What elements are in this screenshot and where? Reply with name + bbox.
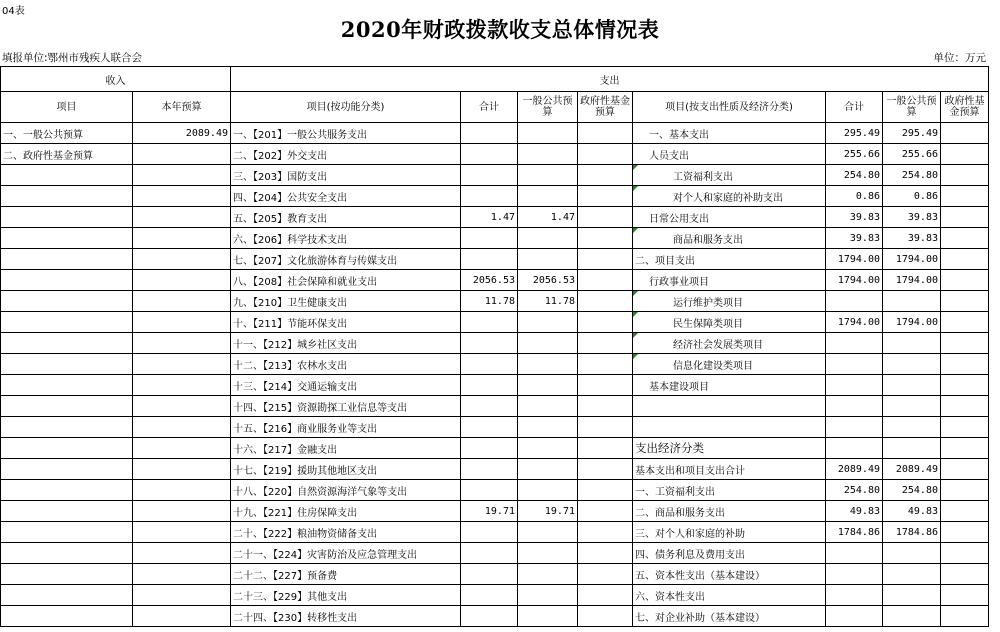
econ-total-cell: 39.83 bbox=[826, 207, 883, 228]
func-total-cell bbox=[461, 249, 518, 270]
income-item-cell bbox=[1, 249, 133, 270]
table-row bbox=[1, 354, 989, 375]
table-row bbox=[1, 291, 989, 312]
econ-item-cell: 六、资本性支出 bbox=[633, 585, 826, 606]
econ-general-cell bbox=[883, 438, 941, 459]
income-budget-cell bbox=[133, 165, 231, 186]
income-item-cell bbox=[1, 333, 133, 354]
income-budget-cell bbox=[133, 459, 231, 480]
econ-fund-cell bbox=[941, 375, 989, 396]
table-row bbox=[1, 396, 989, 417]
econ-total-cell: 39.83 bbox=[826, 228, 883, 249]
econ-fund-cell bbox=[941, 291, 989, 312]
func-general-header: 一般公共预算 bbox=[518, 92, 578, 123]
econ-general-cell bbox=[883, 585, 941, 606]
econ-item-cell: 二、项目支出 bbox=[633, 249, 826, 270]
econ-item-cell: 日常公用支出 bbox=[633, 207, 826, 228]
income-item-cell bbox=[1, 585, 133, 606]
func-general-cell bbox=[518, 144, 578, 165]
func-general-cell: 2056.53 bbox=[518, 270, 578, 291]
econ-total-cell bbox=[826, 585, 883, 606]
func-general-cell bbox=[518, 186, 578, 207]
func-general-cell bbox=[518, 522, 578, 543]
func-general-cell bbox=[518, 543, 578, 564]
func-total-cell bbox=[461, 144, 518, 165]
econ-fund-cell bbox=[941, 207, 989, 228]
income-budget-cell bbox=[133, 312, 231, 333]
table-row bbox=[1, 165, 989, 186]
econ-item-cell: 支出经济分类 bbox=[633, 438, 826, 459]
income-budget-cell bbox=[133, 333, 231, 354]
func-general-cell bbox=[518, 354, 578, 375]
econ-fund-cell bbox=[941, 144, 989, 165]
econ-total-cell bbox=[826, 291, 883, 312]
func-item-cell: 一、【201】一般公共服务支出 bbox=[231, 123, 461, 144]
econ-general-cell: 254.80 bbox=[883, 480, 941, 501]
income-item-cell bbox=[1, 228, 133, 249]
table-row bbox=[1, 375, 989, 396]
econ-general-cell: 1794.00 bbox=[883, 312, 941, 333]
econ-item-cell: 三、对个人和家庭的补助 bbox=[633, 522, 826, 543]
income-budget-cell bbox=[133, 249, 231, 270]
func-general-cell bbox=[518, 228, 578, 249]
income-budget-cell bbox=[133, 438, 231, 459]
econ-general-cell bbox=[883, 543, 941, 564]
econ-fund-cell bbox=[941, 165, 989, 186]
func-item-cell: 二十四、【230】转移性支出 bbox=[231, 606, 461, 627]
econ-fund-cell bbox=[941, 228, 989, 249]
income-item-cell bbox=[1, 438, 133, 459]
func-fund-cell bbox=[578, 291, 633, 312]
report-unit: 填报单位:鄂州市残疾人联合会 bbox=[2, 52, 143, 64]
econ-fund-cell bbox=[941, 606, 989, 627]
econ-total-cell: 1794.00 bbox=[826, 312, 883, 333]
econ-item-cell: 信息化建设类项目 bbox=[633, 354, 826, 375]
econ-general-cell bbox=[883, 291, 941, 312]
econ-general-cell bbox=[883, 375, 941, 396]
econ-fund-cell bbox=[941, 270, 989, 291]
func-total-cell bbox=[461, 417, 518, 438]
func-fund-cell bbox=[578, 417, 633, 438]
econ-total-cell bbox=[826, 333, 883, 354]
currency-unit: 单位：万元 bbox=[933, 52, 986, 64]
income-item-cell bbox=[1, 543, 133, 564]
econ-item-cell: 一、基本支出 bbox=[633, 123, 826, 144]
table-row bbox=[1, 606, 989, 627]
income-item-cell: 二、政府性基金预算 bbox=[1, 144, 133, 165]
econ-general-cell bbox=[883, 564, 941, 585]
func-item-cell: 二十、【222】粮油物资储备支出 bbox=[231, 522, 461, 543]
income-item-cell bbox=[1, 480, 133, 501]
econ-general-cell: 39.83 bbox=[883, 207, 941, 228]
income-budget-cell bbox=[133, 396, 231, 417]
econ-item-cell bbox=[633, 417, 826, 438]
table-row bbox=[1, 501, 989, 522]
econ-item-cell: 四、债务利息及费用支出 bbox=[633, 543, 826, 564]
income-item-cell bbox=[1, 186, 133, 207]
econ-total-cell bbox=[826, 543, 883, 564]
expense-header: 支出 bbox=[231, 67, 989, 92]
func-fund-cell bbox=[578, 396, 633, 417]
func-general-cell bbox=[518, 459, 578, 480]
func-item-cell: 四、【204】公共安全支出 bbox=[231, 186, 461, 207]
func-item-cell: 八、【208】社会保障和就业支出 bbox=[231, 270, 461, 291]
func-total-cell: 2056.53 bbox=[461, 270, 518, 291]
econ-item-cell: 商品和服务支出 bbox=[633, 228, 826, 249]
income-item-cell bbox=[1, 270, 133, 291]
income-header: 收入 bbox=[1, 67, 231, 92]
econ-general-cell: 49.83 bbox=[883, 501, 941, 522]
econ-total-header: 合计 bbox=[826, 92, 883, 123]
econ-item-cell: 人员支出 bbox=[633, 144, 826, 165]
income-item-cell bbox=[1, 606, 133, 627]
func-total-cell: 11.78 bbox=[461, 291, 518, 312]
func-fund-cell bbox=[578, 312, 633, 333]
income-budget-cell bbox=[133, 228, 231, 249]
func-total-cell bbox=[461, 228, 518, 249]
func-fund-cell bbox=[578, 186, 633, 207]
func-fund-cell bbox=[578, 144, 633, 165]
econ-item-cell: 运行维护类项目 bbox=[633, 291, 826, 312]
econ-general-cell bbox=[883, 396, 941, 417]
func-fund-header: 政府性基金预算 bbox=[578, 92, 633, 123]
econ-item-header: 项目(按支出性质及经济分类) bbox=[633, 92, 826, 123]
income-budget-cell bbox=[133, 501, 231, 522]
table-row bbox=[1, 228, 989, 249]
income-budget-cell bbox=[133, 480, 231, 501]
econ-general-cell: 255.66 bbox=[883, 144, 941, 165]
econ-total-cell: 1794.00 bbox=[826, 270, 883, 291]
func-fund-cell bbox=[578, 354, 633, 375]
func-item-cell: 十三、【214】交通运输支出 bbox=[231, 375, 461, 396]
income-item-header: 项目 bbox=[1, 92, 133, 123]
econ-total-cell: 254.80 bbox=[826, 165, 883, 186]
econ-general-cell: 295.49 bbox=[883, 123, 941, 144]
budget-table bbox=[0, 66, 989, 627]
econ-fund-cell bbox=[941, 333, 989, 354]
income-item-cell: 一、一般公共预算 bbox=[1, 123, 133, 144]
econ-item-cell: 基本建设项目 bbox=[633, 375, 826, 396]
income-budget-cell bbox=[133, 375, 231, 396]
income-item-cell bbox=[1, 291, 133, 312]
func-total-cell bbox=[461, 606, 518, 627]
income-budget-cell: 2089.49 bbox=[133, 123, 231, 144]
income-budget-cell bbox=[133, 207, 231, 228]
income-budget-cell bbox=[133, 585, 231, 606]
func-total-header: 合计 bbox=[461, 92, 518, 123]
econ-item-cell: 一、工资福利支出 bbox=[633, 480, 826, 501]
func-total-cell bbox=[461, 543, 518, 564]
income-budget-cell bbox=[133, 270, 231, 291]
econ-item-cell: 经济社会发展类项目 bbox=[633, 333, 826, 354]
econ-total-cell: 1794.00 bbox=[826, 249, 883, 270]
func-item-header: 项目(按功能分类) bbox=[231, 92, 461, 123]
econ-total-cell bbox=[826, 606, 883, 627]
income-item-cell bbox=[1, 165, 133, 186]
econ-fund-cell bbox=[941, 396, 989, 417]
table-row bbox=[1, 249, 989, 270]
func-item-cell: 十六、【217】金融支出 bbox=[231, 438, 461, 459]
income-budget-cell bbox=[133, 417, 231, 438]
econ-total-cell: 255.66 bbox=[826, 144, 883, 165]
func-item-cell: 十九、【221】住房保障支出 bbox=[231, 501, 461, 522]
func-item-cell: 七、【207】文化旅游体育与传媒支出 bbox=[231, 249, 461, 270]
func-general-cell bbox=[518, 249, 578, 270]
func-general-cell bbox=[518, 375, 578, 396]
econ-general-cell: 254.80 bbox=[883, 165, 941, 186]
econ-total-cell: 1784.86 bbox=[826, 522, 883, 543]
func-total-cell bbox=[461, 312, 518, 333]
func-fund-cell bbox=[578, 501, 633, 522]
econ-item-cell: 五、资本性支出（基本建设） bbox=[633, 564, 826, 585]
econ-item-cell: 对个人和家庭的补助支出 bbox=[633, 186, 826, 207]
income-budget-header: 本年预算 bbox=[133, 92, 231, 123]
econ-total-cell bbox=[826, 396, 883, 417]
econ-fund-header: 政府性基金预算 bbox=[941, 92, 989, 123]
func-item-cell: 九、【210】卫生健康支出 bbox=[231, 291, 461, 312]
func-fund-cell bbox=[578, 459, 633, 480]
econ-total-cell bbox=[826, 354, 883, 375]
econ-fund-cell bbox=[941, 312, 989, 333]
income-budget-cell bbox=[133, 291, 231, 312]
func-item-cell: 五、【205】教育支出 bbox=[231, 207, 461, 228]
econ-fund-cell bbox=[941, 249, 989, 270]
func-total-cell bbox=[461, 123, 518, 144]
func-item-cell: 十一、【212】城乡社区支出 bbox=[231, 333, 461, 354]
func-item-cell: 十七、【219】援助其他地区支出 bbox=[231, 459, 461, 480]
income-budget-cell bbox=[133, 144, 231, 165]
func-total-cell bbox=[461, 480, 518, 501]
econ-fund-cell bbox=[941, 417, 989, 438]
econ-item-cell: 七、对企业补助（基本建设） bbox=[633, 606, 826, 627]
income-item-cell bbox=[1, 396, 133, 417]
func-total-cell bbox=[461, 522, 518, 543]
func-general-cell bbox=[518, 585, 578, 606]
func-item-cell: 二十三、【229】其他支出 bbox=[231, 585, 461, 606]
income-item-cell bbox=[1, 207, 133, 228]
func-item-cell: 十二、【213】农林水支出 bbox=[231, 354, 461, 375]
econ-fund-cell bbox=[941, 459, 989, 480]
func-fund-cell bbox=[578, 249, 633, 270]
func-item-cell: 二、【202】外交支出 bbox=[231, 144, 461, 165]
econ-fund-cell bbox=[941, 480, 989, 501]
func-item-cell: 十、【211】节能环保支出 bbox=[231, 312, 461, 333]
table-row bbox=[1, 312, 989, 333]
func-total-cell bbox=[461, 396, 518, 417]
income-item-cell bbox=[1, 522, 133, 543]
func-total-cell bbox=[461, 165, 518, 186]
func-item-cell: 十八、【220】自然资源海洋气象等支出 bbox=[231, 480, 461, 501]
econ-item-cell: 二、商品和服务支出 bbox=[633, 501, 826, 522]
page-title: 2020年财政拨款收支总体情况表 bbox=[340, 17, 660, 42]
econ-general-cell bbox=[883, 354, 941, 375]
func-total-cell: 1.47 bbox=[461, 207, 518, 228]
income-item-cell bbox=[1, 375, 133, 396]
func-fund-cell bbox=[578, 522, 633, 543]
econ-total-cell: 0.86 bbox=[826, 186, 883, 207]
econ-general-header: 一般公共预算 bbox=[883, 92, 941, 123]
econ-fund-cell bbox=[941, 585, 989, 606]
income-item-cell bbox=[1, 459, 133, 480]
func-total-cell bbox=[461, 354, 518, 375]
func-fund-cell bbox=[578, 585, 633, 606]
func-general-cell bbox=[518, 438, 578, 459]
table-row bbox=[1, 543, 989, 564]
func-fund-cell bbox=[578, 375, 633, 396]
func-item-cell: 二十二、【227】预备费 bbox=[231, 564, 461, 585]
func-total-cell bbox=[461, 564, 518, 585]
income-item-cell bbox=[1, 501, 133, 522]
econ-general-cell: 0.86 bbox=[883, 186, 941, 207]
econ-total-cell: 49.83 bbox=[826, 501, 883, 522]
table-row bbox=[1, 522, 989, 543]
econ-fund-cell bbox=[941, 522, 989, 543]
econ-total-cell bbox=[826, 375, 883, 396]
table-row bbox=[1, 417, 989, 438]
econ-total-cell bbox=[826, 417, 883, 438]
econ-total-cell bbox=[826, 438, 883, 459]
func-general-cell bbox=[518, 480, 578, 501]
econ-item-cell: 民生保障类项目 bbox=[633, 312, 826, 333]
func-general-cell bbox=[518, 312, 578, 333]
table-row bbox=[1, 459, 989, 480]
func-fund-cell bbox=[578, 333, 633, 354]
income-budget-cell bbox=[133, 522, 231, 543]
econ-item-cell: 基本支出和项目支出合计 bbox=[633, 459, 826, 480]
econ-general-cell bbox=[883, 606, 941, 627]
func-general-cell bbox=[518, 165, 578, 186]
income-item-cell bbox=[1, 417, 133, 438]
income-item-cell bbox=[1, 354, 133, 375]
func-fund-cell bbox=[578, 270, 633, 291]
table-row bbox=[1, 438, 989, 459]
income-item-cell bbox=[1, 564, 133, 585]
func-fund-cell bbox=[578, 438, 633, 459]
econ-general-cell: 1784.86 bbox=[883, 522, 941, 543]
income-budget-cell bbox=[133, 354, 231, 375]
func-fund-cell bbox=[578, 123, 633, 144]
econ-general-cell: 1794.00 bbox=[883, 270, 941, 291]
econ-fund-cell bbox=[941, 186, 989, 207]
func-total-cell bbox=[461, 438, 518, 459]
func-general-cell bbox=[518, 606, 578, 627]
table-row bbox=[1, 480, 989, 501]
func-item-cell: 二十一、【224】灾害防治及应急管理支出 bbox=[231, 543, 461, 564]
func-item-cell: 六、【206】科学技术支出 bbox=[231, 228, 461, 249]
econ-item-cell: 行政事业项目 bbox=[633, 270, 826, 291]
table-row bbox=[1, 144, 989, 165]
func-fund-cell bbox=[578, 543, 633, 564]
func-total-cell bbox=[461, 333, 518, 354]
econ-item-cell bbox=[633, 396, 826, 417]
econ-general-cell bbox=[883, 333, 941, 354]
econ-fund-cell bbox=[941, 438, 989, 459]
table-row bbox=[1, 186, 989, 207]
econ-total-cell bbox=[826, 564, 883, 585]
func-general-cell: 11.78 bbox=[518, 291, 578, 312]
func-general-cell bbox=[518, 396, 578, 417]
income-budget-cell bbox=[133, 564, 231, 585]
func-general-cell: 19.71 bbox=[518, 501, 578, 522]
func-fund-cell bbox=[578, 480, 633, 501]
func-general-cell bbox=[518, 123, 578, 144]
form-number: 04表 bbox=[2, 6, 25, 17]
table-row bbox=[1, 585, 989, 606]
table-row bbox=[1, 270, 989, 291]
econ-general-cell: 2089.49 bbox=[883, 459, 941, 480]
econ-total-cell: 295.49 bbox=[826, 123, 883, 144]
func-item-cell: 十五、【216】商业服务业等支出 bbox=[231, 417, 461, 438]
econ-fund-cell bbox=[941, 543, 989, 564]
func-total-cell bbox=[461, 375, 518, 396]
income-budget-cell bbox=[133, 543, 231, 564]
func-general-cell bbox=[518, 417, 578, 438]
func-general-cell: 1.47 bbox=[518, 207, 578, 228]
func-total-cell bbox=[461, 585, 518, 606]
econ-general-cell: 39.83 bbox=[883, 228, 941, 249]
econ-fund-cell bbox=[941, 501, 989, 522]
econ-fund-cell bbox=[941, 564, 989, 585]
func-general-cell bbox=[518, 333, 578, 354]
table-row bbox=[1, 564, 989, 585]
func-fund-cell bbox=[578, 606, 633, 627]
table-row bbox=[1, 123, 989, 144]
func-item-cell: 十四、【215】资源勘探工业信息等支出 bbox=[231, 396, 461, 417]
income-budget-cell bbox=[133, 186, 231, 207]
func-fund-cell bbox=[578, 165, 633, 186]
func-fund-cell bbox=[578, 564, 633, 585]
econ-total-cell: 2089.49 bbox=[826, 459, 883, 480]
econ-fund-cell bbox=[941, 354, 989, 375]
func-fund-cell bbox=[578, 207, 633, 228]
func-fund-cell bbox=[578, 228, 633, 249]
func-total-cell bbox=[461, 459, 518, 480]
func-item-cell: 三、【203】国防支出 bbox=[231, 165, 461, 186]
econ-item-cell: 工资福利支出 bbox=[633, 165, 826, 186]
econ-general-cell: 1794.00 bbox=[883, 249, 941, 270]
econ-general-cell bbox=[883, 417, 941, 438]
econ-total-cell: 254.80 bbox=[826, 480, 883, 501]
table-row bbox=[1, 207, 989, 228]
func-total-cell bbox=[461, 186, 518, 207]
income-budget-cell bbox=[133, 606, 231, 627]
econ-fund-cell bbox=[941, 123, 989, 144]
table-row bbox=[1, 333, 989, 354]
income-item-cell bbox=[1, 312, 133, 333]
func-total-cell: 19.71 bbox=[461, 501, 518, 522]
func-general-cell bbox=[518, 564, 578, 585]
